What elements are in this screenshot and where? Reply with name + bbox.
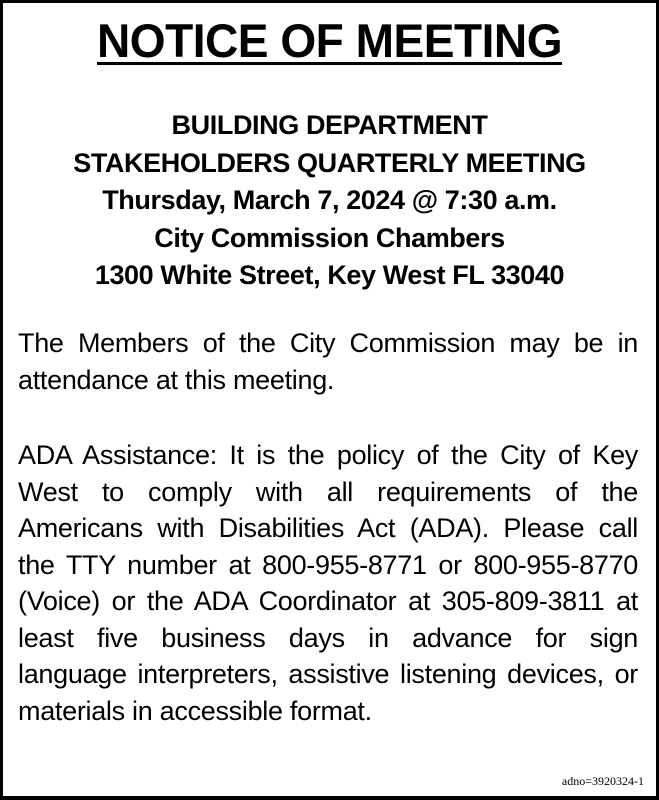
department-name: BUILDING DEPARTMENT [171, 110, 488, 140]
meeting-datetime: Thursday, March 7, 2024 @ 7:30 a.m. [102, 185, 557, 215]
meeting-name: STAKEHOLDERS QUARTERLY MEETING [73, 147, 586, 178]
meeting-venue: City Commission Chambers [154, 222, 505, 253]
ada-assistance-paragraph: ADA Assistance: It is the policy of the City of Key West to comply with all requirements of the Americans with Disabilities Act (ADA). Please call the TTY number at 800-955-8771 or 800-955-8770 (Voice) or the ADA Coordinator at 305-809-3811 at least five business days in advance for sign language interpreters, assistive listening devices, or materials in accessible format. [18, 440, 638, 726]
ad-number: adno=3920324-1 [561, 774, 644, 788]
notice-title [10, 13, 650, 69]
meeting-details [3, 107, 656, 295]
notice-title-text: NOTICE OF MEETING [96, 14, 563, 67]
commission-attendance-paragraph: The Members of the City Commission may be in attendance at this meeting. [18, 328, 638, 395]
meeting-address: 1300 White Street, Key West FL 33040 [94, 260, 565, 290]
